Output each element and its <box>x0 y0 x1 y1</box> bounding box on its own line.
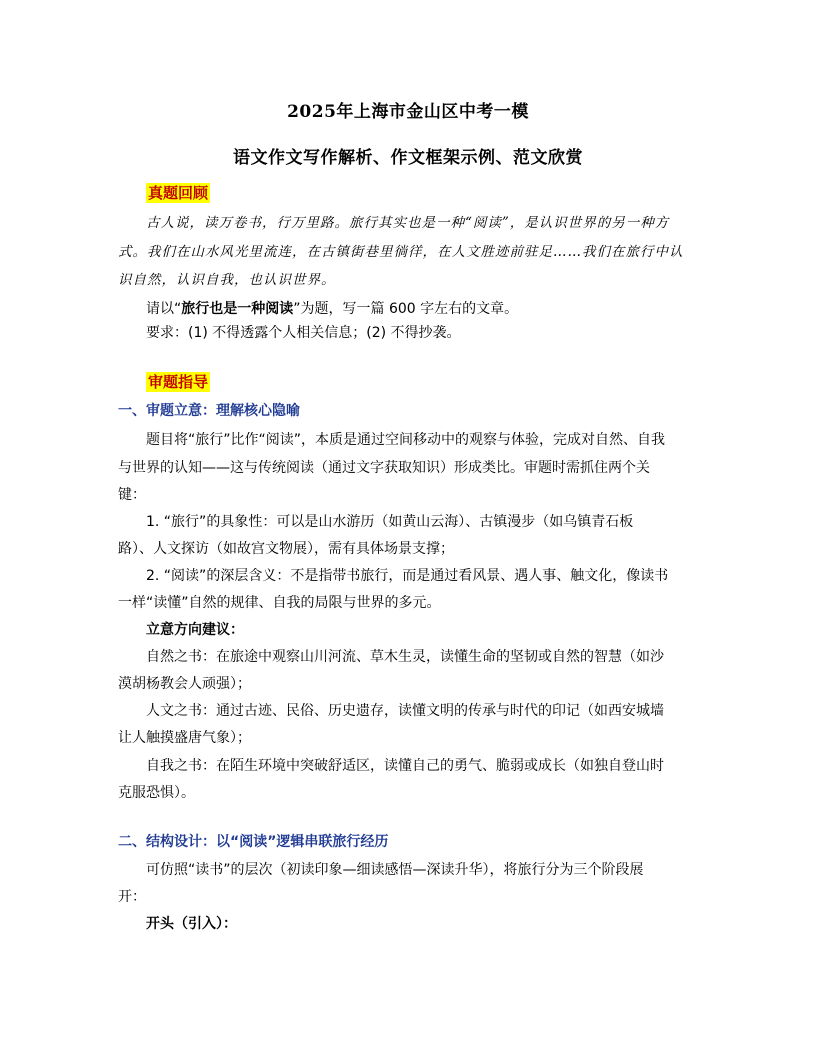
direction-label: 立意方向建议： <box>146 622 244 638</box>
point2-line-2: 一样“读懂”自然的规律、自我的局限与世界的多元。 <box>118 595 441 611</box>
point1-line-2: 路）、人文探访（如故宫文物展），需有具体场景支撑； <box>118 541 454 557</box>
heading-structure: 二、结构设计：以“阅读”逻辑串联旅行经历 <box>118 834 389 850</box>
point1-line-1: 1. “旅行”的具象性：可以是山水游历（如黄山云海）、古镇漫步（如乌镇青石板 <box>146 514 634 530</box>
para1-line-1: 题目将“旅行”比作“阅读”，本质是通过空间移动中的观察与体验，完成对自然、自我 <box>146 432 666 448</box>
self-line-2: 克服恐惧）。 <box>118 785 195 801</box>
culture-line-2: 让人触摸盛唐气象）； <box>118 730 251 746</box>
para1-line-3: 键： <box>118 487 146 503</box>
prompt-line-3: 识自然，认识自我，也认识世界。 <box>118 272 336 288</box>
nature-line-1: 自然之书：在旅途中观察山川河流、草木生灵，读懂生命的坚韧或自然的智慧（如沙 <box>146 649 664 665</box>
requirements-line: 要求：(1) 不得透露个人相关信息；(2) 不得抄袭。 <box>146 325 461 341</box>
document-title-line1: 2025年上海市金山区中考一模 <box>287 102 529 122</box>
prompt-line-1: 古人说，读万卷书，行万里路。旅行其实也是一种“阅读”，是认识世界的另一种方 <box>146 215 670 231</box>
heading-theme: 一、审题立意：理解核心隐喻 <box>118 403 300 419</box>
para2-line-1: 可仿照“读书”的层次（初读印象—细读感悟—深读升华），将旅行分为三个阶段展 <box>146 862 644 878</box>
instruction-line <box>146 299 731 319</box>
para2-line-2: 开： <box>118 889 146 905</box>
instruction-pre: 请以“ <box>146 301 182 317</box>
self-line-1: 自我之书：在陌生环境中突破舒适区，读懂自己的勇气、脆弱或成长（如独自登山时 <box>146 758 664 774</box>
culture-line-1: 人文之书：通过古迹、民俗、历史遗存，读懂文明的传承与时代的印记（如西安城墙 <box>146 703 664 719</box>
instruction-topic: 旅行也是一种阅读 <box>181 301 294 317</box>
instruction-post: ”为题，写一篇 600 字左右的文章。 <box>293 301 519 317</box>
nature-line-2: 漠胡杨教会人顽强）； <box>118 676 251 692</box>
opening-label: 开头（引入）： <box>146 916 237 932</box>
point2-line-1: 2. “阅读”的深层含义：不是指带书旅行，而是通过看风景、遇人事、触文化，像读书 <box>146 568 669 584</box>
document-title-line2: 语文作文写作解析、作文框架示例、范文欣赏 <box>233 148 583 168</box>
section-badge-review: 真题回顾 <box>148 184 209 202</box>
prompt-line-2: 式。我们在山水风光里流连，在古镇街巷里徜徉，在人文胜迹前驻足……我们在旅行中认 <box>118 244 684 260</box>
section-badge-guidance: 审题指导 <box>148 373 209 391</box>
para1-line-2: 与世界的认知——这与传统阅读（通过文字获取知识）形成类比。审题时需抓住两个关 <box>118 460 650 476</box>
